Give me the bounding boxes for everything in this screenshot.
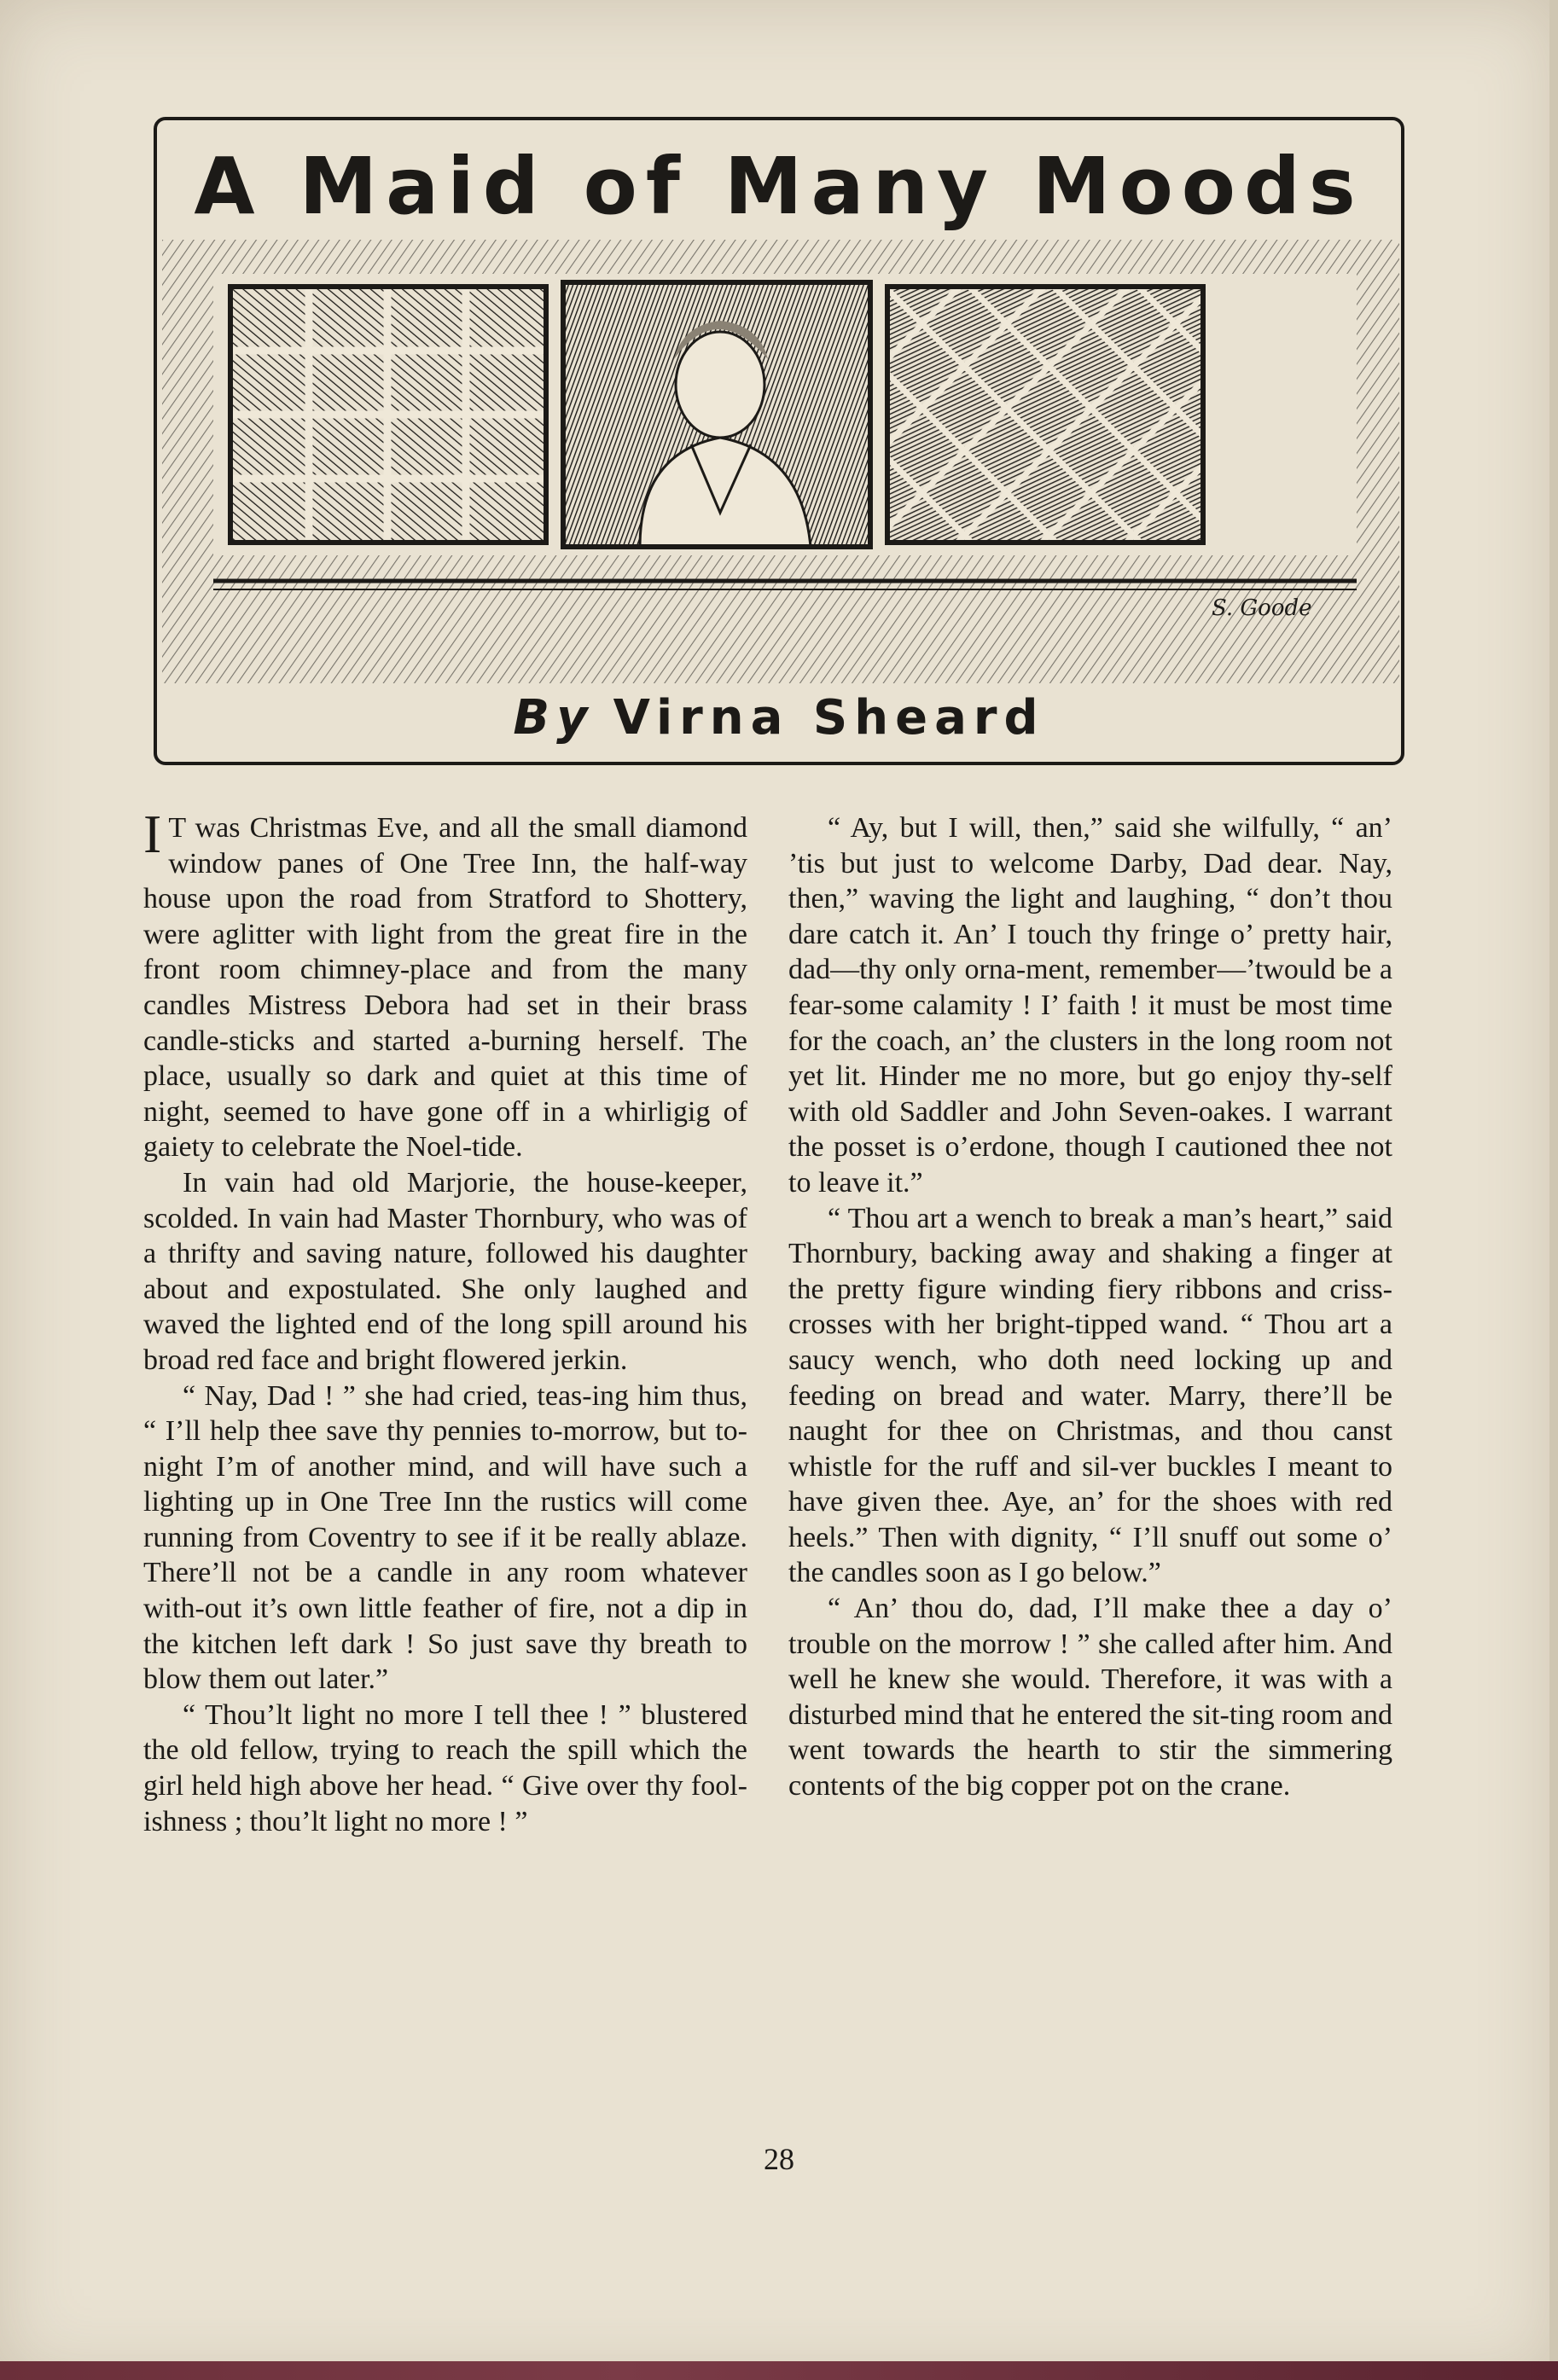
- page-number: 28: [764, 2142, 794, 2176]
- paragraph: “ Nay, Dad ! ” she had cried, teas-ing him thus, “ I’ll help thee save thy pennies to-morrow, but to-night I’m of another mind, and will have such a lighting up in One Tree Inn the rustics will come running from Coventry to see if it be really ablaze. There’ll not be a candle in any room whatever with-out it’s own little feather of fire, not a dip in the kitchen left dark ! So just save thy breath to blow them out later.”: [143, 1379, 747, 1696]
- article-column-right: [788, 810, 1392, 1804]
- byline: [157, 690, 1401, 746]
- author-name: Virna Sheard: [613, 690, 1045, 746]
- byline-by-word: By: [513, 690, 595, 746]
- paragraph: “ Ay, but I will, then,” said she wilfully, “ an’ ’tis but just to welcome Darby, Dad dear. Nay, then,” waving the light and laughing, “ don’t thou dare catch it. An’ I touch thy fringe o’ pretty hair, dad—thy only orna-ment, remember—’twould be a fear-some calamity ! I’ faith ! it must be most time for the coach, an’ the clusters in the long room not yet lit. Hinder me no more, but go enjoy thy-self with old Saddler and John Seven-oakes. I warrant the posset is o’erdone, though I cautioned thee not to leave it.”: [788, 812, 1392, 1199]
- illustration-signature: S. Goode: [1212, 595, 1312, 621]
- window-with-maid-illustration-icon: [162, 240, 1399, 683]
- title-frame: [154, 117, 1404, 765]
- paragraph: In vain had old Marjorie, the house-keeper, scolded. In vain had Master Thornbury, who was of a thrifty and saving nature, followed his daughter about and expostulated. She only laughed and waved the lighted end of the long spill around his broad red face and bright flowered jerkin.: [143, 1166, 747, 1376]
- paragraph: I T was Christmas Eve, and all the small diamond window panes of One Tree Inn, the half-way house upon the road from Stratford to Shottery, were aglitter with light from the great fire in the front room chimney-place and from the many candles Mistress Debora had set in their brass candle-sticks and started a-burning herself. The place, usually so dark and quiet at this time of night, seemed to have gone off in a whirligig of gaiety to celebrate the Noel-tide.: [143, 804, 747, 1164]
- paragraph: “ An’ thou do, dad, I’ll make thee a day o’ trouble on the morrow ! ” she called after him. And well he knew she would. Therefore, it was with a disturbed mind that he entered the sit-ting room and went towards the hearth to stir the simmering contents of the big copper pot on the crane.: [788, 1593, 1392, 1802]
- drop-cap: I: [143, 804, 162, 864]
- paragraph: “ Thou’lt light no more I tell thee ! ” blustered the old fellow, trying to reach the spill which the girl held high above her head. “ Give over thy fool-ishness ; thou’lt light no more ! ”: [143, 1698, 747, 1837]
- article-column-left: [143, 804, 747, 1839]
- binding-strip: [0, 2361, 1558, 2380]
- page-edge-strip: [1549, 0, 1558, 2380]
- paragraph: “ Thou art a wench to break a man’s heart,” said Thornbury, backing away and shaking a finger at the pretty figure winding fiery ribbons and criss-crosses with her bright-tipped wand. “ Thou art a saucy wench, who doth need locking up and feeding on bread and water. Marry, there’ll be naught for thee on Christmas, and thou canst whistle for the ruff and sil-ver buckles I meant to have given thee. Aye, an’ for the shoes with red heels.” Then with dignity, “ I’ll snuff out some o’ the candles soon as I go below.”: [788, 1202, 1392, 1589]
- article-title: A Maid of Many Moods: [194, 141, 1364, 232]
